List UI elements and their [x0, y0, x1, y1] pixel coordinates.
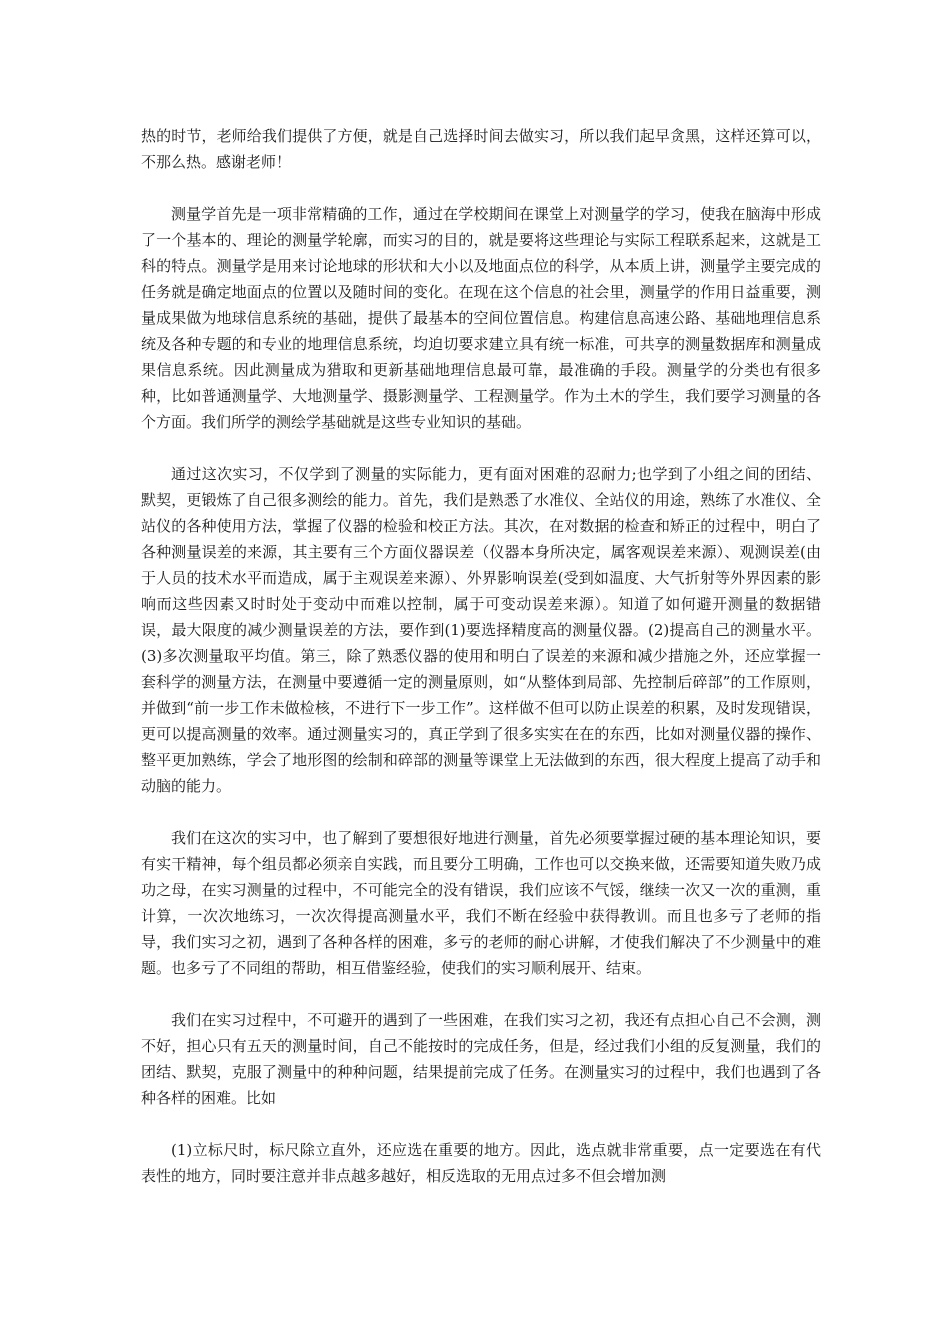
paragraph-example-1: (1)立标尺时，标尺除立直外，还应选在重要的地方。因此，选点就非常重要，点一定要选在有代表性的地方，同时要注意并非点越多越好，相反选取的无用点过多不但会增加测 — [141, 1141, 821, 1185]
paragraph-internship-gains: 通过这次实习，不仅学到了测量的实际能力，更有面对困难的忍耐力;也学到了小组之间的团结、默契，更锻炼了自己很多测绘的能力。首先，我们是熟悉了水准仪、全站仪的用途，熟练了水准仪、全站仪的各种使用方法，掌握了仪器的检验和校正方法。其次，在对数据的检查和矫正的过程中，明白了各种测量误差的来源，其主要有三个方面仪器误差（仪器本身所决定，属客观误差来源）、观测误差(由于人员的技术水平而造成，属于主观误差来源）、外界影响误差(受到如温度、大气折射等外界因素的影响而这些因素又时时处于变动中而难以控制，属于可变动误差来源）。知道了如何避开测量的数据错误，最大限度的减少测量误差的方法，要作到(1)要选择精度高的测量仪器。(2)提高自己的测量水平。(3)多次测量取平均值。第三，除了熟悉仪器的使用和明白了误差的来源和减少措施之外，还应掌握一套科学的测量方法，在测量中要遵循一定的测量原则，如“从整体到局部、先控制后碎部”的工作原则，并做到“前一步工作未做检核，不进行下一步工作”。这样做不但可以防止误差的积累，及时发现错误，更可以提高测量的效率。通过测量实习的，真正学到了很多实实在在的东西，比如对测量仪器的操作、整平更加熟练，学会了地形图的绘制和碎部的测量等课堂上无法做到的东西，很大程度上提高了动手和动脑的能力。 — [141, 465, 821, 795]
paragraph-continuation: 热的时节，老师给我们提供了方便，就是自己选择时间去做实习，所以我们起早贪黑，这样还算可以，不那么热。感谢老师！ — [141, 127, 821, 171]
paragraph-difficulties: 我们在实习过程中，不可避开的遇到了一些困难，在我们实习之初，我还有点担心自己不会测，测不好，担心只有五天的测量时间，自己不能按时的完成任务，但是，经过我们小组的反复测量，我们的团结、默契，克服了测量中的种种问题，结果提前完成了任务。在测量实习的过程中，我们也遇到了各种各样的困难。比如 — [141, 1011, 821, 1107]
document-page — [141, 123, 821, 1215]
paragraph-lessons-learned: 我们在这次的实习中，也了解到了要想很好地进行测量，首先必须要掌握过硬的基本理论知识，要有实干精神，每个组员都必须亲自实践，而且要分工明确，工作也可以交换来做，还需要知道失败乃成功之母，在实习测量的过程中，不可能完全的没有错误，我们应该不气馁，继续一次又一次的重测，重计算，一次次地练习，一次次得提高测量水平，我们不断在经验中获得教训。而且也多亏了老师的指导，我们实习之初，遇到了各种各样的困难，多亏的老师的耐心讲解，才使我们解决了不少测量中的难题。也多亏了不同组的帮助，相互借鉴经验，使我们的实习顺利展开、结束。 — [141, 829, 821, 977]
paragraph-surveying-intro: 测量学首先是一项非常精确的工作，通过在学校期间在课堂上对测量学的学习，使我在脑海中形成了一个基本的、理论的测量学轮廓，而实习的目的，就是要将这些理论与实际工程联系起来，这就是工科的特点。测量学是用来讨论地球的形状和大小以及地面点位的科学，从本质上讲，测量学主要完成的任务就是确定地面点的位置以及随时间的变化。在现在这个信息的社会里，测量学的作用日益重要，测量成果做为地球信息系统的基础，提供了最基本的空间位置信息。构建信息高速公路、基础地理信息系统及各种专题的和专业的地理信息系统，均迫切要求建立具有统一标准，可共享的测量数据库和测量成果信息系统。因此测量成为猎取和更新基础地理信息最可靠，最准确的手段。测量学的分类也有很多种，比如普通测量学、大地测量学、摄影测量学、工程测量学。作为土木的学生，我们要学习测量的各个方面。我们所学的测绘学基础就是这些专业知识的基础。 — [141, 205, 821, 431]
